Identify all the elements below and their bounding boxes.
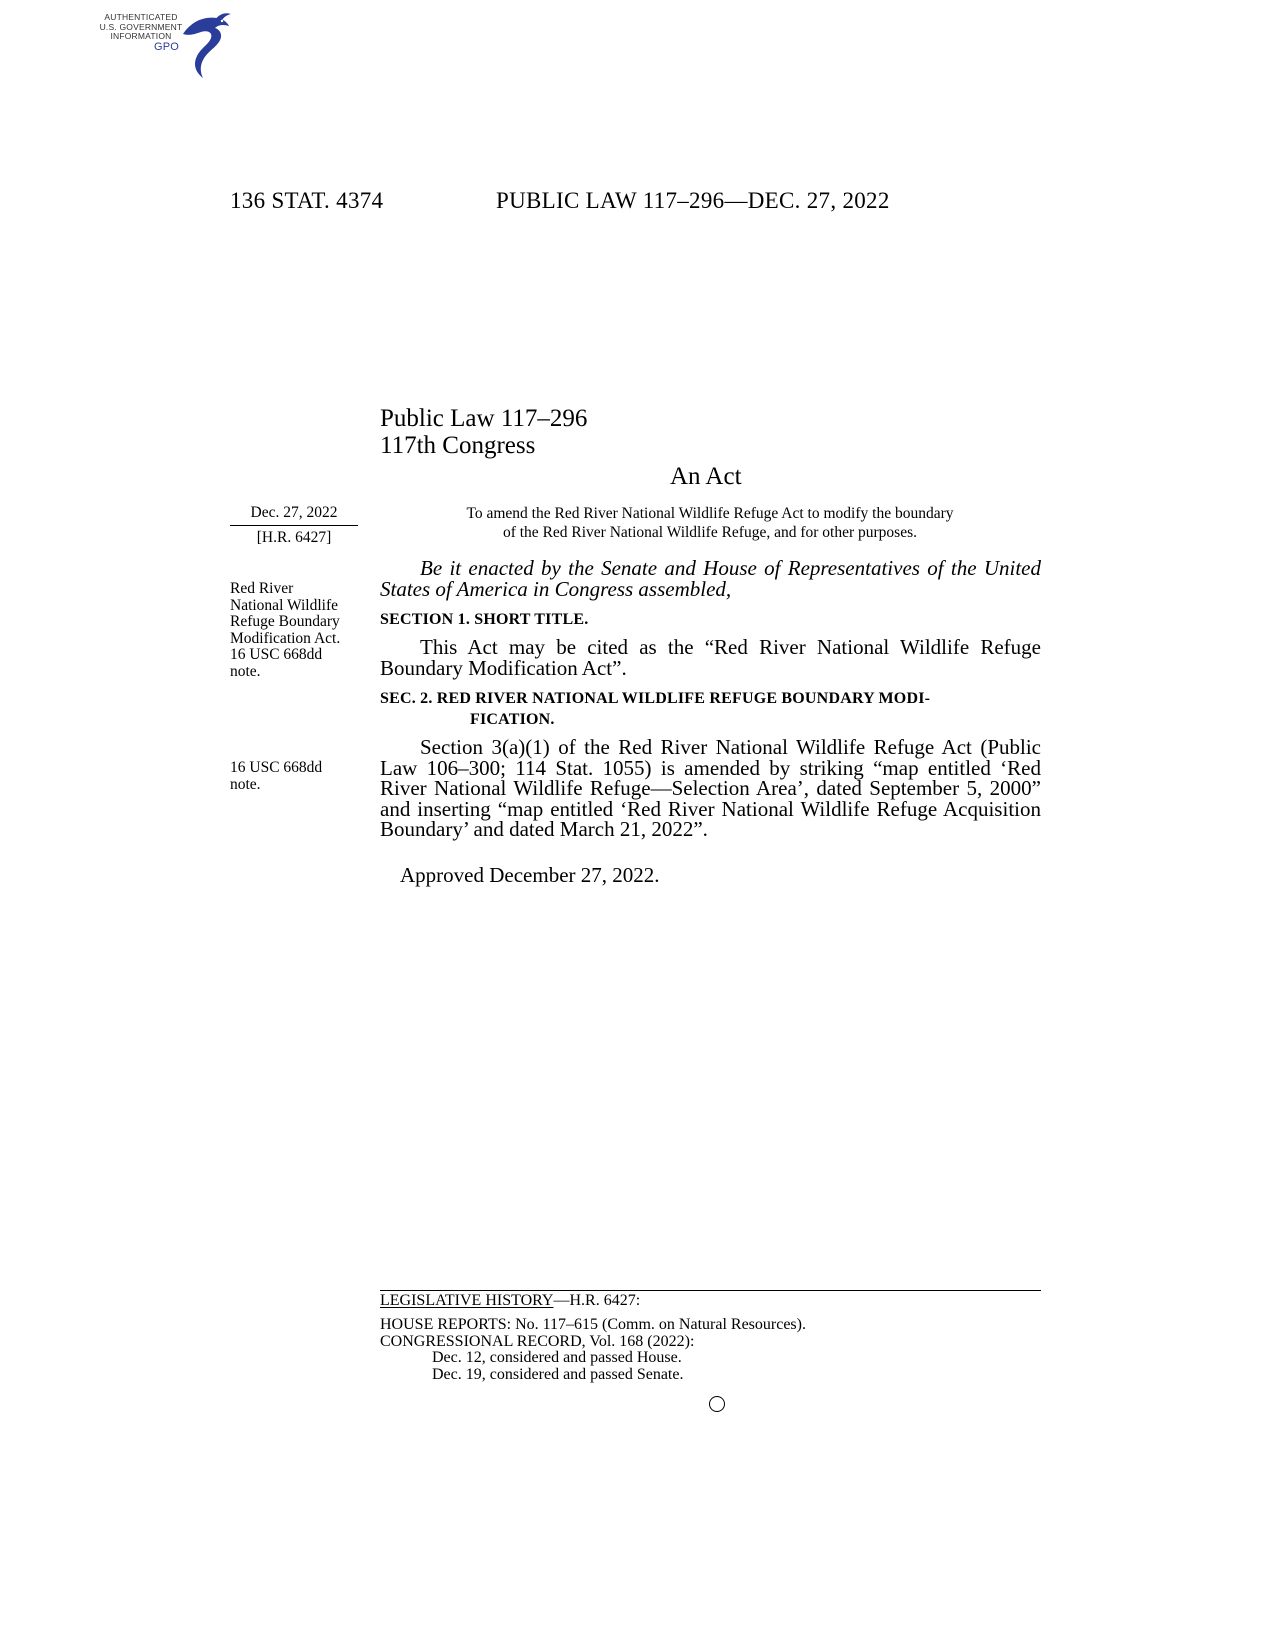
senate-action-line: Dec. 19, considered and passed Senate.: [432, 1366, 684, 1383]
seal-line-authenticated: AUTHENTICATED: [104, 12, 178, 22]
gpo-authentication-seal: [95, 8, 230, 80]
end-of-document-circle-icon: [709, 1396, 725, 1412]
section-2-text: Section 3(a)(1) of the Red River National Wildlife Refuge Act (Public Law 106–300; 114 Stat. 1055) is amended by striking “map entitled ‘Red River National Wildlife Refuge—Selection Area’, dated September 5, 2000” and inserting “map entitled ‘Red River National Wildlife Refuge Acquisition Boundary’ and dated March 21, 2022”.: [380, 735, 1041, 842]
house-action-line: Dec. 12, considered and passed House.: [432, 1349, 682, 1366]
section-1-text: This Act may be cited as the “Red River National Wildlife Refuge Boundary Modification Act”.: [380, 635, 1041, 680]
margin-divider: [230, 525, 358, 526]
margin-note-line: note.: [230, 662, 261, 680]
act-purpose: [380, 504, 1040, 542]
stat-page-number: 136 STAT. 4374: [230, 188, 384, 213]
seal-line-information: INFORMATION: [110, 31, 172, 41]
approval-date: Approved December 27, 2022.: [400, 863, 660, 887]
eagle-icon: [173, 8, 233, 80]
legislative-history-bill: —H.R. 6427:: [553, 1292, 641, 1309]
margin-note-line: note.: [230, 775, 261, 793]
running-head-law: PUBLIC LAW 117–296—DEC. 27, 2022: [496, 188, 890, 213]
margin-note-usc: [230, 760, 370, 793]
margin-bill-number: [H.R. 6427]: [256, 529, 332, 546]
section-2-heading: [380, 688, 1041, 730]
house-reports-line: HOUSE REPORTS: No. 117–615 (Comm. on Natural Resources).: [380, 1316, 806, 1333]
congress-label: 117th Congress: [380, 432, 536, 459]
legislative-history-label: LEGISLATIVE HISTORY: [380, 1292, 554, 1309]
seal-line-government: U.S. GOVERNMENT: [99, 21, 183, 32]
public-law-title: Public Law 117–296: [380, 405, 588, 432]
margin-note-line: Red River: [230, 580, 294, 597]
purpose-line-1: To amend the Red River National Wildlife Refuge Act to modify the boundary: [466, 505, 954, 522]
margin-note-line: 16 USC 668dd: [230, 759, 323, 776]
margin-date: Dec. 27, 2022: [250, 504, 338, 521]
section-2-heading-line-1: SEC. 2. RED RIVER NATIONAL WILDLIFE REFUGE BOUNDARY MODI-: [380, 690, 931, 707]
section-2-heading-line-2: FICATION.: [470, 711, 555, 728]
margin-note-line: National Wildlife: [230, 596, 338, 614]
purpose-line-2: of the Red River National Wildlife Refuge, and for other purposes.: [502, 524, 918, 541]
seal-gpo-mark: GPO: [153, 40, 179, 53]
enacting-clause: Be it enacted by the Senate and House of Representatives of the United States of America in Congress assembled,: [380, 556, 1041, 601]
margin-note-short-title: [230, 581, 370, 680]
legislative-history-heading: [380, 1291, 640, 1311]
congressional-record-line: CONGRESSIONAL RECORD, Vol. 168 (2022):: [380, 1333, 695, 1350]
section-1-heading: SECTION 1. SHORT TITLE.: [380, 611, 589, 628]
margin-note-line: 16 USC 668dd: [230, 646, 323, 663]
margin-note-line: Refuge Boundary: [230, 613, 340, 630]
margin-note-line: Modification Act.: [230, 629, 341, 647]
an-act-heading: An Act: [670, 463, 742, 490]
